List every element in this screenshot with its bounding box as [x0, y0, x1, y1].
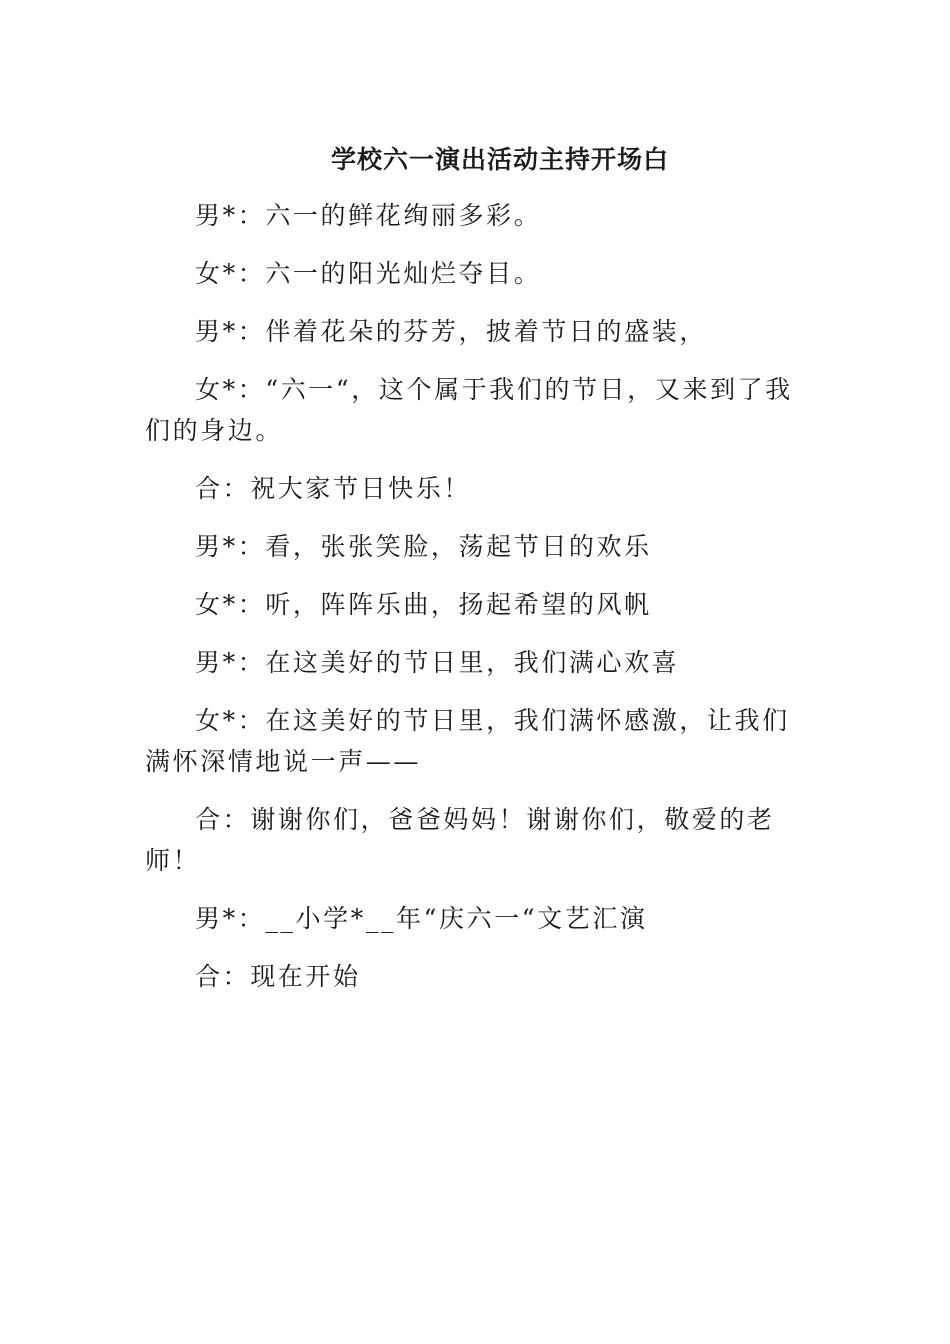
- speaker-label: 男*：: [195, 317, 266, 346]
- dialogue-line: [145, 526, 810, 567]
- speaker-label: 男*：: [195, 904, 266, 933]
- dialogue-line: [145, 584, 810, 625]
- dialogue-line: [145, 369, 810, 451]
- speaker-label: 合：: [195, 962, 251, 991]
- dialogue-line: [145, 898, 810, 939]
- dialogue-line: [145, 642, 810, 683]
- dialogue-line: [145, 468, 810, 509]
- dialogue-line: [145, 799, 810, 881]
- dialogue-line: [145, 253, 810, 294]
- line-text: 现在开始: [250, 962, 361, 991]
- line-text: 在这美好的节日里，我们满怀感激，让我们满怀深情地说一声——: [145, 706, 790, 776]
- speaker-label: 合：: [195, 474, 251, 503]
- speaker-label: 女*：: [195, 706, 266, 735]
- speaker-label: 女*：: [195, 259, 266, 288]
- line-text: 祝大家节日快乐！: [250, 474, 472, 503]
- line-text: 六一的阳光灿烂夺目。: [265, 259, 542, 288]
- speaker-label: 女*：: [195, 375, 266, 404]
- document-title: 学校六一演出活动主持开场白: [330, 145, 669, 174]
- line-text: “六一“，这个属于我们的节日，又来到了我们的身边。: [145, 375, 793, 445]
- line-text: __小学*__年“庆六一“文艺汇演: [265, 904, 648, 933]
- speaker-label: 男*：: [195, 532, 266, 561]
- document-body: [145, 195, 810, 1014]
- dialogue-line: [145, 311, 810, 352]
- line-text: 谢谢你们，爸爸妈妈！谢谢你们，敬爱的老师！: [145, 805, 775, 875]
- line-text: 在这美好的节日里，我们满心欢喜: [265, 648, 680, 677]
- speaker-label: 女*：: [195, 590, 266, 619]
- dialogue-line: [145, 700, 810, 782]
- line-text: 看，张张笑脸，荡起节日的欢乐: [265, 532, 652, 561]
- line-text: 听，阵阵乐曲，扬起希望的风帆: [265, 590, 652, 619]
- line-text: 伴着花朵的芬芳，披着节日的盛装，: [265, 317, 707, 346]
- speaker-label: 合：: [195, 805, 251, 834]
- speaker-label: 男*：: [195, 648, 266, 677]
- dialogue-line: [145, 195, 810, 236]
- dialogue-line: [145, 956, 810, 997]
- line-text: 六一的鲜花绚丽多彩。: [265, 201, 542, 230]
- speaker-label: 男*：: [195, 201, 266, 230]
